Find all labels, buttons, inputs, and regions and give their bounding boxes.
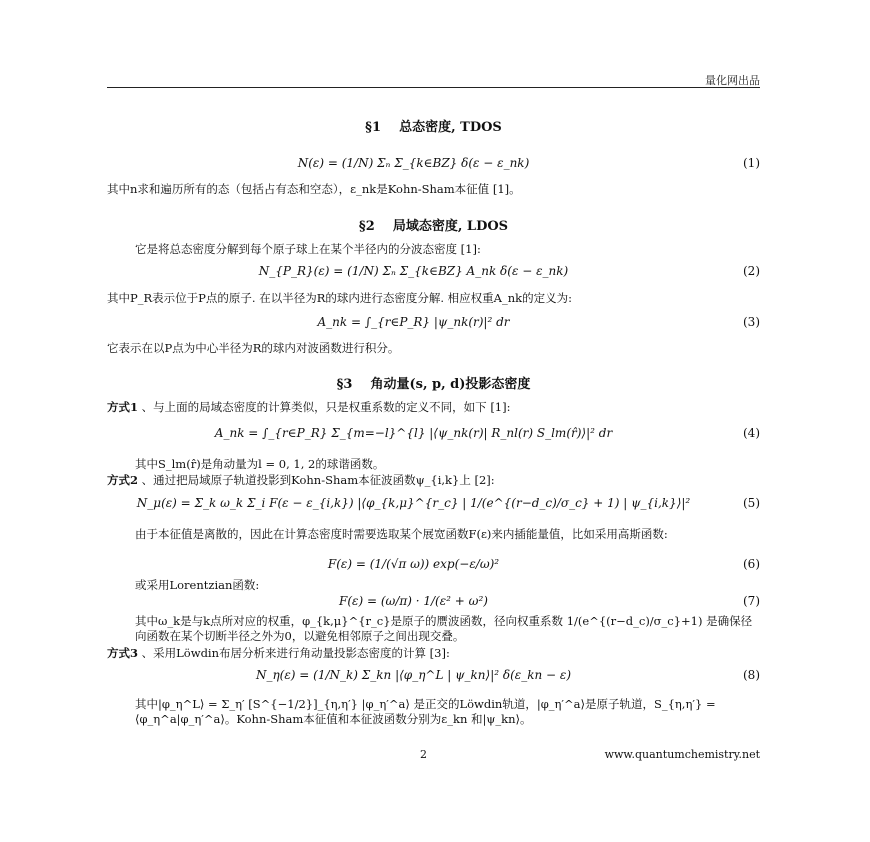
header-title: 量化网出品 — [705, 74, 760, 87]
section-1-title: 总态密度, TDOS — [399, 120, 502, 135]
paragraph-1: 其中n求和遍历所有的态（包括占有态和空态），ε_nk是Kohn-Sham本征值 [1]。 — [107, 182, 521, 196]
equation-3-formula: A_nk = ∫_{r∈P_R} |ψ_nk(r)|² dr — [317, 315, 510, 329]
equation-4-number: (4) — [743, 426, 760, 440]
method-2-label: 方式2 — [107, 473, 139, 487]
paragraph-4: 它表示在以P点为中心半径为R的球内对波函数进行积分。 — [107, 341, 400, 355]
section-1-number: §1 — [365, 120, 381, 135]
equation-1-formula: N(ε) = (1/N) Σₙ Σ_{k∈BZ} δ(ε − ε_nk) — [297, 156, 530, 170]
method-1-text: 、与上面的局域态密度的计算类似，只是权重系数的定义不同，如下 [1]: — [141, 400, 511, 414]
equation-5 — [107, 490, 760, 516]
equation-4-formula: A_nk = ∫_{r∈P_R} Σ_{m=−l}^{l} |⟨ψ_nk(r)| R_nl(r) S_lm(r̂)⟩|² dr — [214, 426, 613, 440]
equation-5-formula: N_μ(ε) = Σ_k ω_k Σ_i F(ε − ε_{i,k}) |⟨φ_{k,μ}^{r_c} | 1/(e^{(r−d_c)/σ_c} + 1) | ψ_{i,k}⟩|² — [136, 496, 691, 510]
section-3-number: §3 — [336, 377, 353, 392]
equation-8-number: (8) — [743, 668, 760, 682]
equation-7-number: (7) — [743, 594, 760, 608]
section-2-heading — [107, 215, 760, 234]
equation-2-formula: N_{P_R}(ε) = (1/N) Σₙ Σ_{k∈BZ} A_nk δ(ε − ε_nk) — [258, 264, 569, 278]
section-2-title: 局域态密度, LDOS — [392, 219, 509, 234]
equation-7 — [107, 588, 760, 614]
paragraph-3: 其中P_R表示位于P点的原子. 在以半径为R的球内进行态密度分解. 相应权重A_nk的定义为: — [107, 291, 572, 305]
method-1-paragraph — [107, 400, 760, 415]
section-3-heading — [107, 373, 760, 392]
paragraph-8: 其中ω_k是与k点所对应的权重，φ_{k,μ}^{r_c}是原子的赝波函数，径向权重系数 1/(e^{(r−d_c)/σ_c}+1) 是确保径向函数在某个切断半径之外为0，以避免相邻原子之间出现交叠。 — [135, 614, 753, 643]
section-1-heading — [107, 116, 760, 135]
equation-6-formula: F(ε) = (1/(√π ω)) exp(−ε/ω)² — [327, 557, 500, 571]
method-2-text: 、通过把局域原子轨道投影到Kohn-Sham本征波函数ψ_{i,k}上 [2]: — [141, 473, 495, 487]
page-number: 2 — [420, 748, 427, 761]
method-3-label: 方式3 — [107, 646, 139, 660]
paragraph-5: 其中S_lm(r̂)是角动量为l = 0, 1, 2的球谐函数。 — [135, 457, 385, 471]
equation-2 — [107, 258, 760, 284]
equation-5-number: (5) — [743, 496, 760, 510]
equation-6-number: (6) — [743, 557, 760, 571]
section-3-title: 角动量(s, p, d)投影态密度 — [370, 377, 531, 392]
method-3-text: 、采用Löwdin布居分析来进行角动量投影态密度的计算 [3]: — [141, 646, 450, 660]
paragraph-7: 或采用Lorentzian函数: — [135, 578, 260, 592]
equation-3 — [107, 309, 760, 335]
method-3-paragraph — [107, 646, 760, 661]
footer-website: www.quantumchemistry.net — [604, 748, 760, 761]
header-rule — [107, 87, 760, 88]
equation-3-number: (3) — [743, 315, 760, 329]
equation-1 — [107, 150, 760, 176]
equation-4 — [107, 420, 760, 446]
paragraph-2: 它是将总态密度分解到每个原子球上在某个半径内的分波态密度 [1]: — [135, 242, 481, 256]
paragraph-6: 由于本征值是离散的，因此在计算态密度时需要选取某个展宽函数F(ε)来内插能量值，比如采用高斯函数: — [135, 527, 668, 541]
equation-8-formula: N_η(ε) = (1/N_k) Σ_kn |⟨φ_η^L | ψ_kn⟩|² δ(ε_kn − ε) — [255, 668, 572, 682]
method-1-label: 方式1 — [107, 400, 139, 414]
equation-6 — [107, 551, 760, 577]
paragraph-9: 其中|φ_η^L⟩ = Σ_η′ [S^{−1/2}]_{η,η′} |φ_η′^a⟩ 是正交的Löwdin轨道，|φ_η′^a⟩是原子轨道，S_{η,η′} = ⟨φ_η^a|φ_η′^a⟩。Kohn-Sham本征值和本征波函数分别为ε_kn 和|ψ_kn⟩。 — [135, 697, 716, 726]
method-2-paragraph — [107, 473, 760, 488]
equation-8 — [107, 662, 760, 688]
section-2-number: §2 — [358, 219, 375, 234]
equation-1-number: (1) — [743, 156, 760, 170]
equation-7-formula: F(ε) = (ω/π) · 1/(ε² + ω²) — [339, 594, 488, 608]
equation-2-number: (2) — [743, 264, 760, 278]
